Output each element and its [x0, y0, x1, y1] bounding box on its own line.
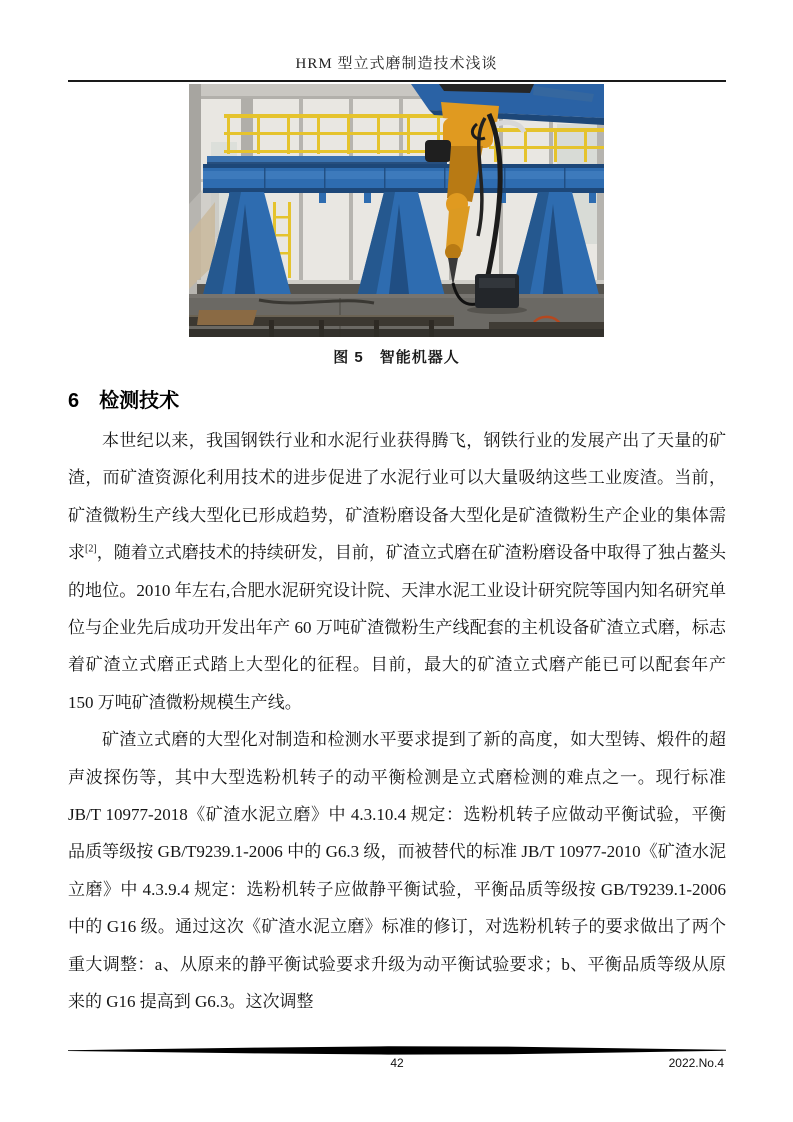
welding-machine: [467, 274, 527, 314]
paragraph-1: [68, 422, 726, 721]
section-heading: [68, 384, 725, 413]
page-number: 42: [390, 1056, 404, 1070]
body-text: [68, 422, 726, 1021]
paragraph-1-text: 本世纪以来，我国钢铁行业和水泥行业获得腾飞，钢铁行业的发展产出了天量的矿渣，而矿渣资源化利用技术的进步促进了水泥行业可以大量吸纳这些工业废渣。当前，矿渣微粉生产线大型化已形成趋势，矿渣粉磨设备大型化是矿渣微粉生产企业的集体需求: [68, 431, 726, 563]
paragraph-1-continued: ，随着立式磨技术的持续研发，目前，矿渣立式磨在矿渣粉磨设备中取得了独占鳌头的地位。2010 年左右,合肥水泥研究设计院、天津水泥工业设计研究院等国内知名研究单位与企业先后成功开发出年产 60 万吨矿渣微粉生产线配套的主机设备矿渣立式磨，标志着矿渣立式磨正式踏上大型化的征程。目前，最大的矿渣立式磨产能已可以配套年产 150 万吨矿渣微粉规模生产线。: [68, 543, 727, 712]
issue-label: 2022.No.4: [668, 1056, 724, 1070]
header-rule: [68, 80, 726, 82]
section-number: 6: [68, 390, 80, 412]
section-title: 检测技术: [99, 390, 180, 412]
figure-caption: 图 5 智能机器人: [333, 349, 460, 366]
robot-photo: [189, 84, 604, 337]
paragraph-2: 矿渣立式磨的大型化对制造和检测水平要求提到了新的高度，如大型铸、煅件的超声波探伤等，其中大型选粉机转子的动平衡检测是立式磨检测的难点之一。现行标准 JB/T 10977-2018《矿渣水泥立磨》中 4.3.10.4 规定：选粉机转子应做动平衡试验，平衡品质等级按 GB/T9239.1-2006 中的 G6.3 级，而被替代的标准 JB/T 10977-2010《矿渣水泥立磨》中 4.3.9.4 规定：选粉机转子应做静平衡试验，平衡品质等级按 GB/T9239.1-2006 中的 G16 级。通过这次《矿渣水泥立磨》标准的修订，对选粉机转子的要求做出了两个重大调整：a、从原来的静平衡试验要求升级为动平衡试验要求；b、平衡品质等级从原来的 G16 提高到 G6.3。这次调整: [68, 730, 726, 1012]
footer-meta: [68, 1056, 726, 1074]
reference-marker: [2]: [85, 543, 97, 555]
figure-5: [189, 84, 604, 367]
page-footer: [68, 1046, 726, 1074]
running-header-title: HRM 型立式磨制造技术浅谈: [295, 56, 498, 72]
footer-rule: [68, 1046, 726, 1055]
